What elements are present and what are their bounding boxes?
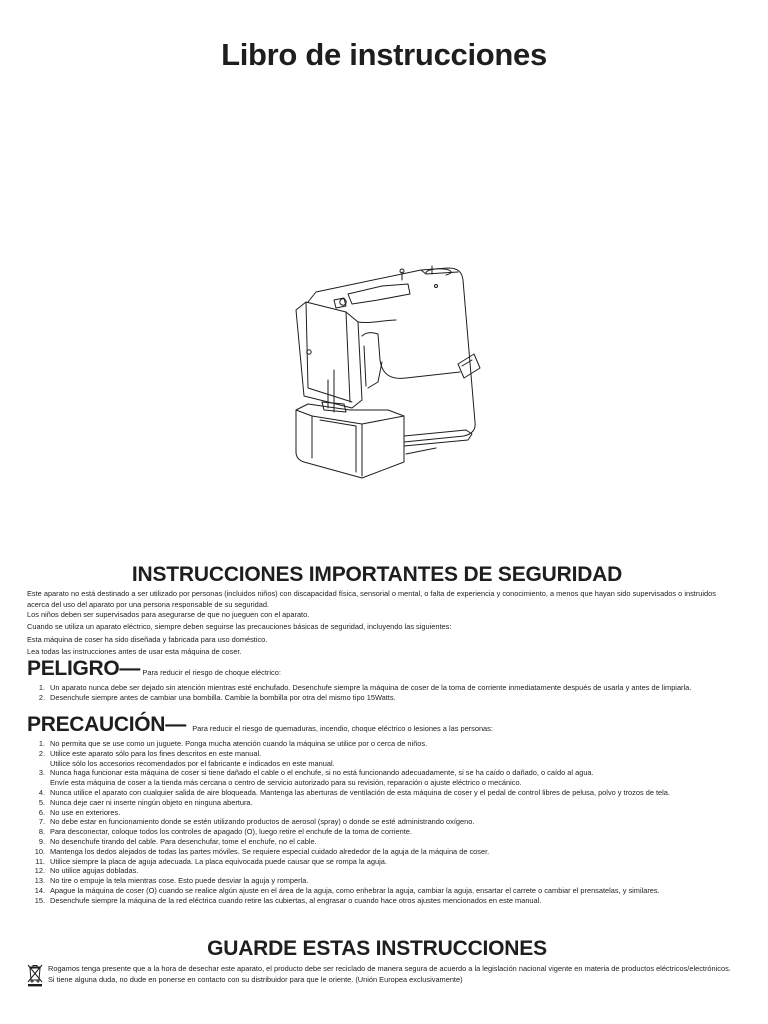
danger-word: PELIGRO bbox=[27, 657, 120, 680]
item-number: 7. bbox=[38, 817, 45, 827]
intro-paragraph: Este aparato no está destinado a ser utilizado por personas (incluidos niños) con discapacidad física, sensorial o mental, o falta de experiencia y conocimiento, a menos que hayan sido supervisados o instruidos acerca del uso del aparato por una persona responsable de su seguridad. bbox=[27, 589, 716, 609]
list-item bbox=[27, 866, 727, 876]
item-number: 15. bbox=[34, 895, 45, 905]
item-text: Un aparato nunca debe ser dejado sin atención mientras esté enchufado. Desenchufe siempre la máquina de coser de la toma de corriente inmediatamente después de usarla y antes de limpiarla. bbox=[50, 683, 692, 692]
list-item bbox=[27, 876, 727, 886]
item-number: 3. bbox=[38, 768, 45, 778]
item-text: No desenchufe tirando del cable. Para desenchufar, tome el enchufe, no el cable. bbox=[50, 836, 317, 846]
item-number: 12. bbox=[34, 866, 45, 876]
intro-paragraph: Los niños deben ser supervisados para asegurarse de que no jueguen con el aparato. bbox=[27, 610, 310, 620]
caution-word: PRECAUCIÓN bbox=[27, 713, 166, 736]
list-item bbox=[27, 778, 727, 788]
item-number: 2. bbox=[38, 748, 45, 758]
item-number: 5. bbox=[38, 797, 45, 807]
safety-intro bbox=[27, 589, 727, 657]
save-instructions-title: GUARDE ESTAS INSTRUCCIONES bbox=[207, 937, 547, 960]
item-text: Envíe esta máquina de coser a la tienda más cercana o centro de servicio autorizado para su revisión, reparación o ajuste eléctrico o mecánico. bbox=[50, 778, 522, 788]
item-number: 10. bbox=[34, 846, 45, 856]
list-item bbox=[27, 857, 727, 867]
item-number: 4. bbox=[38, 787, 45, 797]
item-text: Utilice este aparato sólo para los fines descritos en este manual. bbox=[50, 748, 262, 758]
item-number: 9. bbox=[38, 836, 45, 846]
caution-heading bbox=[27, 713, 493, 737]
list-item bbox=[27, 788, 727, 798]
danger-list bbox=[27, 683, 727, 703]
item-text: No utilice agujas dobladas. bbox=[50, 866, 139, 876]
item-number bbox=[27, 759, 50, 769]
item-text: No tire o empuje la tela mientras cose. Esto puede desviar la aguja y romperla. bbox=[50, 876, 309, 886]
item-number bbox=[27, 778, 50, 788]
item-text: Para desconectar, coloque todos los controles de apagado (O), luego retire el enchufe de la toma de corriente. bbox=[50, 827, 412, 837]
list-item bbox=[27, 847, 727, 857]
item-number: 2. bbox=[38, 692, 45, 702]
list-item bbox=[27, 817, 727, 827]
danger-heading bbox=[27, 657, 281, 681]
list-item bbox=[27, 837, 727, 847]
list-item bbox=[27, 808, 727, 818]
item-text: Nunca utilice el aparato con cualquier salida de aire bloqueada. Mantenga las aberturas de ventilación de esta máquina de coser y el pedal de control libres de pelusa, polvo y trozos de tela. bbox=[50, 787, 670, 797]
item-number: 1. bbox=[38, 739, 45, 748]
item-text: No permita que se use como un juguete. Ponga mucha atención cuando la máquina se utilice por o cerca de niños. bbox=[50, 739, 428, 748]
intro-paragraph: Esta máquina de coser ha sido diseñada y fabricada para uso doméstico. bbox=[27, 634, 268, 644]
list-item bbox=[27, 886, 727, 896]
list-item bbox=[27, 896, 727, 906]
item-text: No debe estar en funcionamiento donde se estén utilizando productos de aerosol (spray) o donde se esté administrando oxígeno. bbox=[50, 817, 475, 827]
list-item bbox=[27, 827, 727, 837]
caution-lead-text: Para reducir el riesgo de quemaduras, incendio, choque eléctrico o lesiones a las personas: bbox=[192, 724, 493, 733]
item-text: Mantenga los dedos alejados de todas las partes móviles. Se requiere especial cuidado alrededor de la aguja de la máquina de coser. bbox=[50, 846, 490, 856]
item-text: Utilice sólo los accesorios recomendados por el fabricante e indicados en este manual. bbox=[50, 758, 335, 768]
item-number: 1. bbox=[38, 683, 45, 692]
danger-dash: — bbox=[119, 657, 141, 680]
list-item bbox=[27, 798, 727, 808]
list-item bbox=[27, 759, 727, 769]
disposal-text: Rogamos tenga presente que a la hora de desechar este aparato, el producto debe ser reciclado de manera segura de acuerdo a la legislación nacional vigente en materia de productos eléctricos/electrónicos. Si tiene alguna duda, no dude en ponerse en contacto con su distribuidor para que le oriente. (Unión Europea exclusivamente) bbox=[48, 964, 731, 984]
item-text: Utilice siempre la placa de aguja adecuada. La placa equivocada puede causar que se rompa la aguja. bbox=[50, 856, 387, 866]
item-number: 6. bbox=[38, 807, 45, 817]
item-text: Nunca haga funcionar esta máquina de coser si tiene dañado el cable o el enchufe, si no está funcionando adecuadamente, si se ha caído o dañado, o caído al agua. bbox=[50, 768, 594, 778]
sewing-machine-icon bbox=[286, 262, 502, 488]
danger-lead-text: Para reducir el riesgo de choque eléctrico: bbox=[142, 668, 281, 677]
crossed-out-bin-icon bbox=[27, 963, 43, 987]
disposal-notice bbox=[27, 963, 733, 987]
caution-list bbox=[27, 739, 727, 906]
list-item bbox=[27, 683, 727, 693]
item-text: Desenchufe siempre la máquina de la red eléctrica cuando retire las cubiertas, al engrasar o cuando hace otros ajustes mencionados en este manual. bbox=[50, 895, 542, 905]
intro-paragraph: Cuando se utiliza un aparato eléctrico, siempre deben seguirse las precauciones básicas de seguridad, incluyendo las siguientes: bbox=[27, 622, 452, 632]
item-text: No use en exteriores. bbox=[50, 807, 121, 817]
item-number: 13. bbox=[34, 876, 45, 886]
item-number: 8. bbox=[38, 827, 45, 837]
document-title: Libro de instrucciones bbox=[221, 37, 547, 72]
item-text: Nunca deje caer ni inserte ningún objeto en ninguna abertura. bbox=[50, 797, 253, 807]
intro-paragraph: Lea todas las instrucciones antes de usar esta máquina de coser. bbox=[27, 646, 242, 656]
list-item bbox=[27, 749, 727, 759]
item-text: Apague la máquina de coser (O) cuando se realice algún ajuste en el área de la aguja, como enhebrar la aguja, cambiar la aguja, ensartar el carrete o cambiar el prensatelas, y similares. bbox=[50, 885, 660, 895]
item-number: 14. bbox=[34, 885, 45, 895]
safety-instructions-title: INSTRUCCIONES IMPORTANTES DE SEGURIDAD bbox=[131, 563, 623, 586]
list-item bbox=[27, 768, 727, 778]
caution-dash: — bbox=[165, 713, 187, 736]
list-item bbox=[27, 693, 727, 703]
list-item bbox=[27, 739, 727, 749]
item-text: Desenchufe siempre antes de cambiar una bombilla. Cambie la bombilla por otra del mismo tipo 15Watts. bbox=[50, 692, 396, 702]
item-number: 11. bbox=[35, 856, 45, 866]
